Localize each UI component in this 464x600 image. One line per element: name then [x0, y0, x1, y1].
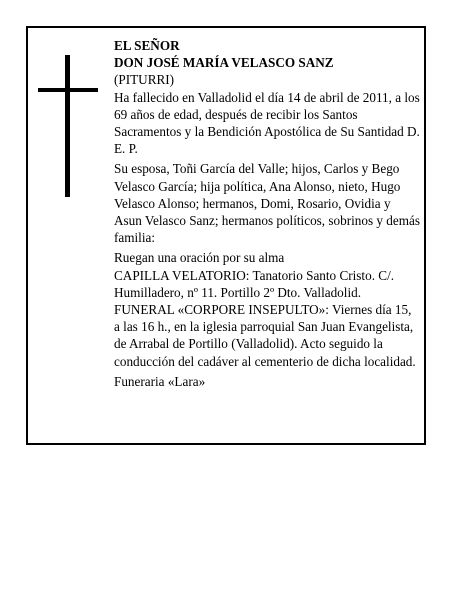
latin-cross-icon	[38, 55, 98, 197]
funeral-paragraph: FUNERAL «CORPORE INSEPULTO»: Viernes día 15, a las 16 h., en la iglesia parroquial San Juan Evangelista, de Arrabal de Portillo (Valladolid). Acto seguido la conducción del cadáver al cementerio de dicha localidad.	[114, 302, 416, 369]
nickname: (PITURRI)	[114, 72, 175, 88]
chapel-paragraph: CAPILLA VELATORIO: Tanatorio Santo Cristo. C/. Humilladero, nº 11. Portillo 2º Dto. Valladolid.	[114, 267, 395, 300]
prayer-line: Ruegan una oración por su alma	[114, 250, 285, 266]
cross-horizontal-bar	[38, 88, 98, 92]
cross-vertical-bar	[65, 55, 70, 197]
deceased-name: DON JOSÉ MARÍA VELASCO SANZ	[114, 55, 334, 71]
funeral-home: Funeraria «Lara»	[114, 373, 206, 389]
obituary-text	[114, 37, 420, 390]
death-paragraph: Ha fallecido en Valladolid el día 14 de abril de 2011, a los 69 años de edad, después de recibir los Santos Sacramentos y la Bendición Apostólica de Su Santidad D. E. P.	[114, 89, 420, 157]
heading-title: EL SEÑOR	[114, 38, 180, 53]
family-paragraph: Su esposa, Toñi García del Valle; hijos, Carlos y Bego Velasco García; hija política, Ana Alonso, nieto, Hugo Velasco Alonso; hermanos, Domi, Rosario, Ovidia y Asun Velasco Sanz; hermanos políticos, sobrinos y demás familia:	[114, 161, 420, 246]
